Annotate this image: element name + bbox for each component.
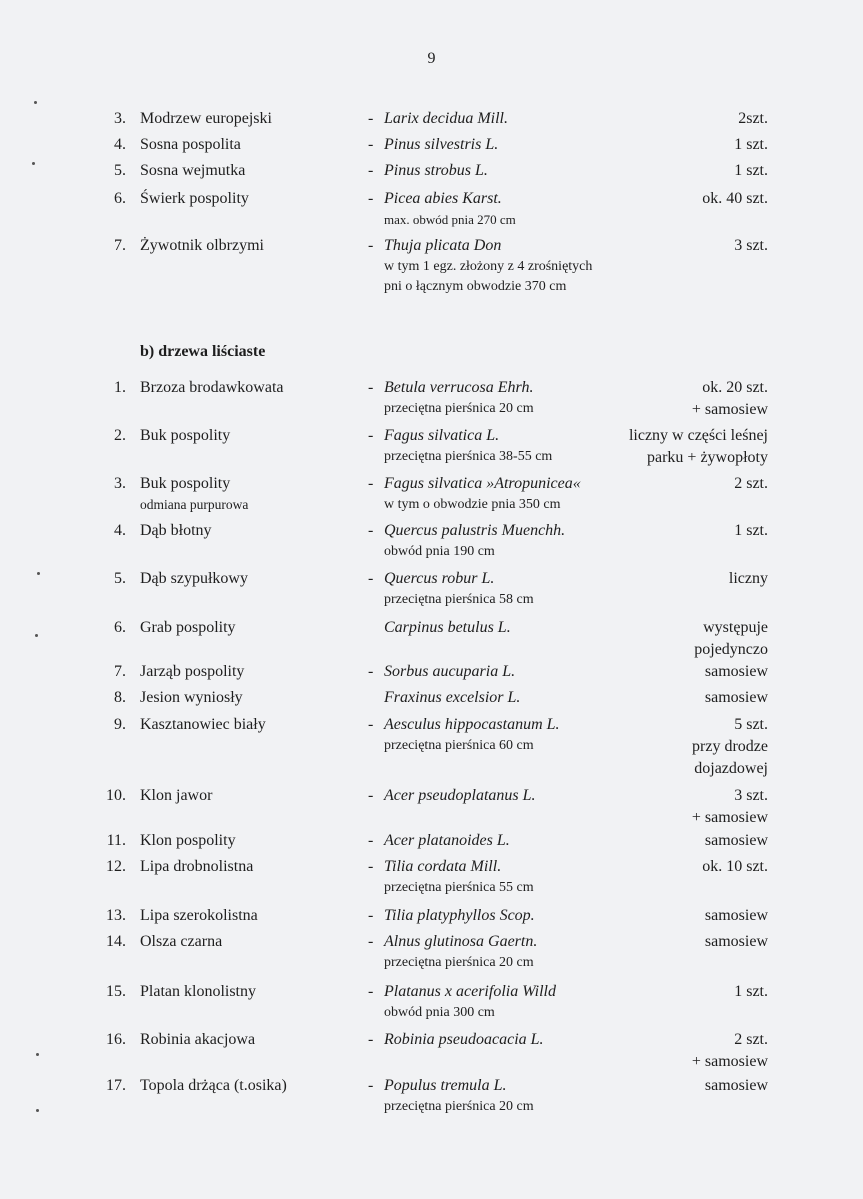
dash-separator: - xyxy=(368,663,374,680)
polish-name-text: Topola drżąca (t.osika) xyxy=(140,1077,287,1094)
polish-name xyxy=(140,568,248,590)
dash-separator: - xyxy=(368,933,374,950)
latin-block xyxy=(384,981,556,1023)
scan-speck xyxy=(36,1109,39,1112)
item-number: 10. xyxy=(106,787,126,804)
quantity-line: 1 szt. xyxy=(734,983,768,1000)
dash-separator: - xyxy=(368,1031,374,1048)
item-number: 6. xyxy=(114,619,126,636)
latin-name: Larix decidua Mill. xyxy=(384,110,508,127)
quantity-line: 1 szt. xyxy=(734,136,768,153)
item-number: 4. xyxy=(114,522,126,539)
scan-speck xyxy=(35,634,38,637)
latin-block xyxy=(384,160,488,182)
quantity xyxy=(705,1075,768,1097)
quantity-line: ok. 40 szt. xyxy=(702,190,768,207)
latin-name: Pinus strobus L. xyxy=(384,162,488,179)
latin-block xyxy=(384,617,511,639)
item-number: 17. xyxy=(106,1077,126,1094)
polish-name xyxy=(140,905,258,927)
latin-name: Platanus x acerifolia Willd xyxy=(384,983,556,1000)
item-number: 7. xyxy=(114,237,126,254)
dash-separator: - xyxy=(368,136,374,153)
dash-separator: - xyxy=(368,832,374,849)
polish-name-text: Grab pospolity xyxy=(140,619,236,636)
latin-block xyxy=(384,235,592,297)
polish-name xyxy=(140,1075,287,1097)
polish-name xyxy=(140,785,212,807)
polish-name-text: Lipa szerokolistna xyxy=(140,907,258,924)
quantity-line: 3 szt. xyxy=(734,787,768,804)
polish-name-text: Klon jawor xyxy=(140,787,213,804)
variety-note: odmiana purpurowa xyxy=(140,497,249,512)
polish-name-text: Buk pospolity xyxy=(140,475,231,492)
quantity-line: pojedynczo xyxy=(694,641,768,658)
quantity xyxy=(734,473,768,495)
quantity-line: dojazdowej xyxy=(694,760,768,777)
polish-name xyxy=(140,425,230,447)
latin-name: Tilia cordata Mill. xyxy=(384,858,502,875)
quantity-line: + samosiew xyxy=(691,1053,768,1070)
quantity-line: samosiew xyxy=(704,1077,768,1094)
item-number: 13. xyxy=(106,907,126,924)
polish-name xyxy=(140,617,236,639)
quantity xyxy=(692,377,768,421)
polish-name-text: Świerk pospolity xyxy=(140,190,249,207)
dash-separator: - xyxy=(368,983,374,1000)
latin-name: Thuja plicata Don xyxy=(384,237,502,254)
quantity xyxy=(705,931,768,953)
polish-name-text: Jesion wyniosły xyxy=(140,689,243,706)
latin-block xyxy=(384,568,534,610)
latin-block xyxy=(384,905,535,927)
scan-speck xyxy=(36,1053,39,1056)
polish-name-text: Platan klonolistny xyxy=(140,983,256,1000)
dash-separator: - xyxy=(368,858,374,875)
item-number: 12. xyxy=(106,858,126,875)
quantity xyxy=(734,134,768,156)
quantity-line: samosiew xyxy=(704,832,768,849)
latin-name: Alnus glutinosa Gaertn. xyxy=(384,933,538,950)
polish-name xyxy=(140,981,256,1003)
dash-separator: - xyxy=(368,787,374,804)
measurement-note: max. obwód pnia 270 cm xyxy=(384,212,516,227)
polish-name-text: Kasztanowiec biały xyxy=(140,716,266,733)
measurement-note: przeciętna pierśnica 20 cm xyxy=(384,401,534,416)
polish-name xyxy=(140,1029,255,1051)
latin-name: Fraxinus excelsior L. xyxy=(384,689,521,706)
quantity xyxy=(734,981,768,1003)
polish-name xyxy=(140,661,244,683)
latin-name: Populus tremula L. xyxy=(384,1077,507,1094)
dash-separator: - xyxy=(368,190,374,207)
polish-name xyxy=(140,931,222,953)
latin-block xyxy=(384,134,498,156)
quantity xyxy=(694,617,768,661)
quantity xyxy=(705,661,768,683)
polish-name xyxy=(140,108,272,130)
polish-name xyxy=(140,160,245,182)
quantity-line: + samosiew xyxy=(691,401,768,418)
latin-name: Fagus silvatica »Atropunicea« xyxy=(384,475,581,492)
latin-name: Quercus robur L. xyxy=(384,570,495,587)
latin-block xyxy=(384,377,534,419)
measurement-note: przeciętna pierśnica 20 cm xyxy=(384,955,534,970)
latin-block xyxy=(384,714,560,756)
dash-separator: - xyxy=(368,427,374,444)
quantity-line: + samosiew xyxy=(691,809,768,826)
dash-separator: - xyxy=(368,907,374,924)
scan-speck xyxy=(32,162,35,165)
item-number: 5. xyxy=(114,570,126,587)
quantity xyxy=(705,687,768,709)
quantity-line: 1 szt. xyxy=(734,162,768,179)
latin-block xyxy=(384,785,536,807)
measurement-note: przeciętna pierśnica 55 cm xyxy=(384,880,534,895)
latin-block xyxy=(384,188,516,230)
quantity xyxy=(729,568,768,590)
quantity-line: przy drodze xyxy=(692,738,768,755)
item-number: 3. xyxy=(114,475,126,492)
item-number: 2. xyxy=(114,427,126,444)
dash-separator: - xyxy=(368,475,374,492)
section-heading-deciduous: b) drzewa liściaste xyxy=(140,343,266,360)
measurement-note: w tym o obwodzie pnia 350 cm xyxy=(384,497,561,512)
item-number: 14. xyxy=(106,933,126,950)
quantity-line: 2 szt. xyxy=(734,475,768,492)
polish-name-text: Modrzew europejski xyxy=(140,110,272,127)
polish-name-text: Sosna pospolita xyxy=(140,136,241,153)
quantity-line: samosiew xyxy=(704,689,768,706)
item-number: 7. xyxy=(114,663,126,680)
latin-name: Quercus palustris Muenchh. xyxy=(384,522,566,539)
polish-name-text: Jarząb pospolity xyxy=(140,663,245,680)
polish-name xyxy=(140,188,249,210)
latin-name: Betula verrucosa Ehrh. xyxy=(384,379,534,396)
dash-separator: - xyxy=(368,237,374,254)
latin-block xyxy=(384,425,552,467)
quantity-line: ok. 20 szt. xyxy=(702,379,768,396)
latin-block xyxy=(384,931,537,973)
polish-name xyxy=(140,473,248,515)
latin-block xyxy=(384,856,534,898)
latin-name: Acer pseudoplatanus L. xyxy=(384,787,536,804)
quantity xyxy=(734,235,768,257)
dash-separator: - xyxy=(368,110,374,127)
dash-separator: - xyxy=(368,570,374,587)
item-number: 1. xyxy=(114,379,126,396)
quantity xyxy=(705,905,768,927)
latin-block xyxy=(384,108,508,130)
quantity-line: parku + żywopłoty xyxy=(647,449,768,466)
measurement-note: przeciętna pierśnica 38-55 cm xyxy=(384,449,553,464)
latin-block xyxy=(384,661,515,683)
quantity-line: samosiew xyxy=(704,907,768,924)
polish-name xyxy=(140,687,243,709)
item-number: 6. xyxy=(114,190,126,207)
polish-name-text: Robinia akacjowa xyxy=(140,1031,256,1048)
latin-name: Robinia pseudoacacia L. xyxy=(384,1031,544,1048)
item-number: 8. xyxy=(114,689,126,706)
latin-block xyxy=(384,1075,534,1117)
quantity xyxy=(692,1029,768,1073)
item-number: 16. xyxy=(106,1031,126,1048)
quantity xyxy=(705,830,768,852)
latin-name: Aesculus hippocastanum L. xyxy=(384,716,560,733)
item-number: 15. xyxy=(106,983,126,1000)
latin-name: Tilia platyphyllos Scop. xyxy=(384,907,535,924)
polish-name-text: Olsza czarna xyxy=(140,933,223,950)
dash-separator: - xyxy=(368,522,374,539)
measurement-note: obwód pnia 300 cm xyxy=(384,1005,495,1020)
polish-name-text: Dąb szypułkowy xyxy=(140,570,248,587)
quantity-line: 2 szt. xyxy=(734,1031,768,1048)
dash-separator: - xyxy=(368,379,374,396)
quantity xyxy=(734,520,768,542)
latin-name: Pinus silvestris L. xyxy=(384,136,499,153)
polish-name-text: Klon pospolity xyxy=(140,832,236,849)
latin-name: Sorbus aucuparia L. xyxy=(384,663,516,680)
polish-name xyxy=(140,377,284,399)
measurement-note: obwód pnia 190 cm xyxy=(384,544,495,559)
polish-name xyxy=(140,235,264,257)
quantity xyxy=(702,856,768,878)
latin-block xyxy=(384,687,520,709)
latin-name: Carpinus betulus L. xyxy=(384,619,511,636)
quantity xyxy=(629,425,768,469)
scan-speck xyxy=(34,101,37,104)
item-number: 5. xyxy=(114,162,126,179)
measurement-note: przeciętna pierśnica 58 cm xyxy=(384,592,534,607)
measurement-note: przeciętna pierśnica 20 cm xyxy=(384,1099,534,1114)
latin-block xyxy=(384,520,565,562)
latin-block xyxy=(384,830,510,852)
item-number: 9. xyxy=(114,716,126,733)
quantity-line: występuje xyxy=(703,619,768,636)
quantity-line: ok. 10 szt. xyxy=(702,858,768,875)
polish-name-text: Żywotnik olbrzymi xyxy=(140,237,264,254)
item-number: 3. xyxy=(114,110,126,127)
quantity-line: 3 szt. xyxy=(734,237,768,254)
quantity xyxy=(692,785,768,829)
polish-name xyxy=(140,714,266,736)
quantity xyxy=(734,160,768,182)
page-number: 9 xyxy=(427,50,436,67)
measurement-note: przeciętna pierśnica 60 cm xyxy=(384,738,534,753)
polish-name-text: Sosna wejmutka xyxy=(140,162,246,179)
latin-block xyxy=(384,1029,544,1051)
polish-name xyxy=(140,134,241,156)
dash-separator: - xyxy=(368,716,374,733)
latin-name: Picea abies Karst. xyxy=(384,190,502,207)
quantity-line: samosiew xyxy=(704,663,768,680)
quantity-line: 2szt. xyxy=(738,110,768,127)
quantity xyxy=(702,188,768,210)
quantity xyxy=(738,108,768,130)
polish-name-text: Buk pospolity xyxy=(140,427,231,444)
item-number: 4. xyxy=(114,136,126,153)
latin-name: Acer platanoides L. xyxy=(384,832,510,849)
polish-name-text: Brzoza brodawkowata xyxy=(140,379,284,396)
polish-name-text: Dąb błotny xyxy=(140,522,212,539)
measurement-note: w tym 1 egz. złożony z 4 zrośniętych xyxy=(384,259,593,274)
item-number: 11. xyxy=(106,832,126,849)
polish-name xyxy=(140,830,236,852)
latin-name: Fagus silvatica L. xyxy=(384,427,500,444)
polish-name-text: Lipa drobnolistna xyxy=(140,858,254,875)
quantity xyxy=(692,714,768,780)
quantity-line: liczny w części leśnej xyxy=(628,427,768,444)
dash-separator: - xyxy=(368,162,374,179)
measurement-note: pni o łącznym obwodzie 370 cm xyxy=(384,279,567,294)
scan-speck xyxy=(37,572,40,575)
dash-separator: - xyxy=(368,1077,374,1094)
quantity-line: liczny xyxy=(728,570,768,587)
quantity-line: 1 szt. xyxy=(734,522,768,539)
quantity-line: 5 szt. xyxy=(734,716,768,733)
quantity-line: samosiew xyxy=(704,933,768,950)
latin-block xyxy=(384,473,581,515)
polish-name xyxy=(140,520,212,542)
polish-name xyxy=(140,856,253,878)
